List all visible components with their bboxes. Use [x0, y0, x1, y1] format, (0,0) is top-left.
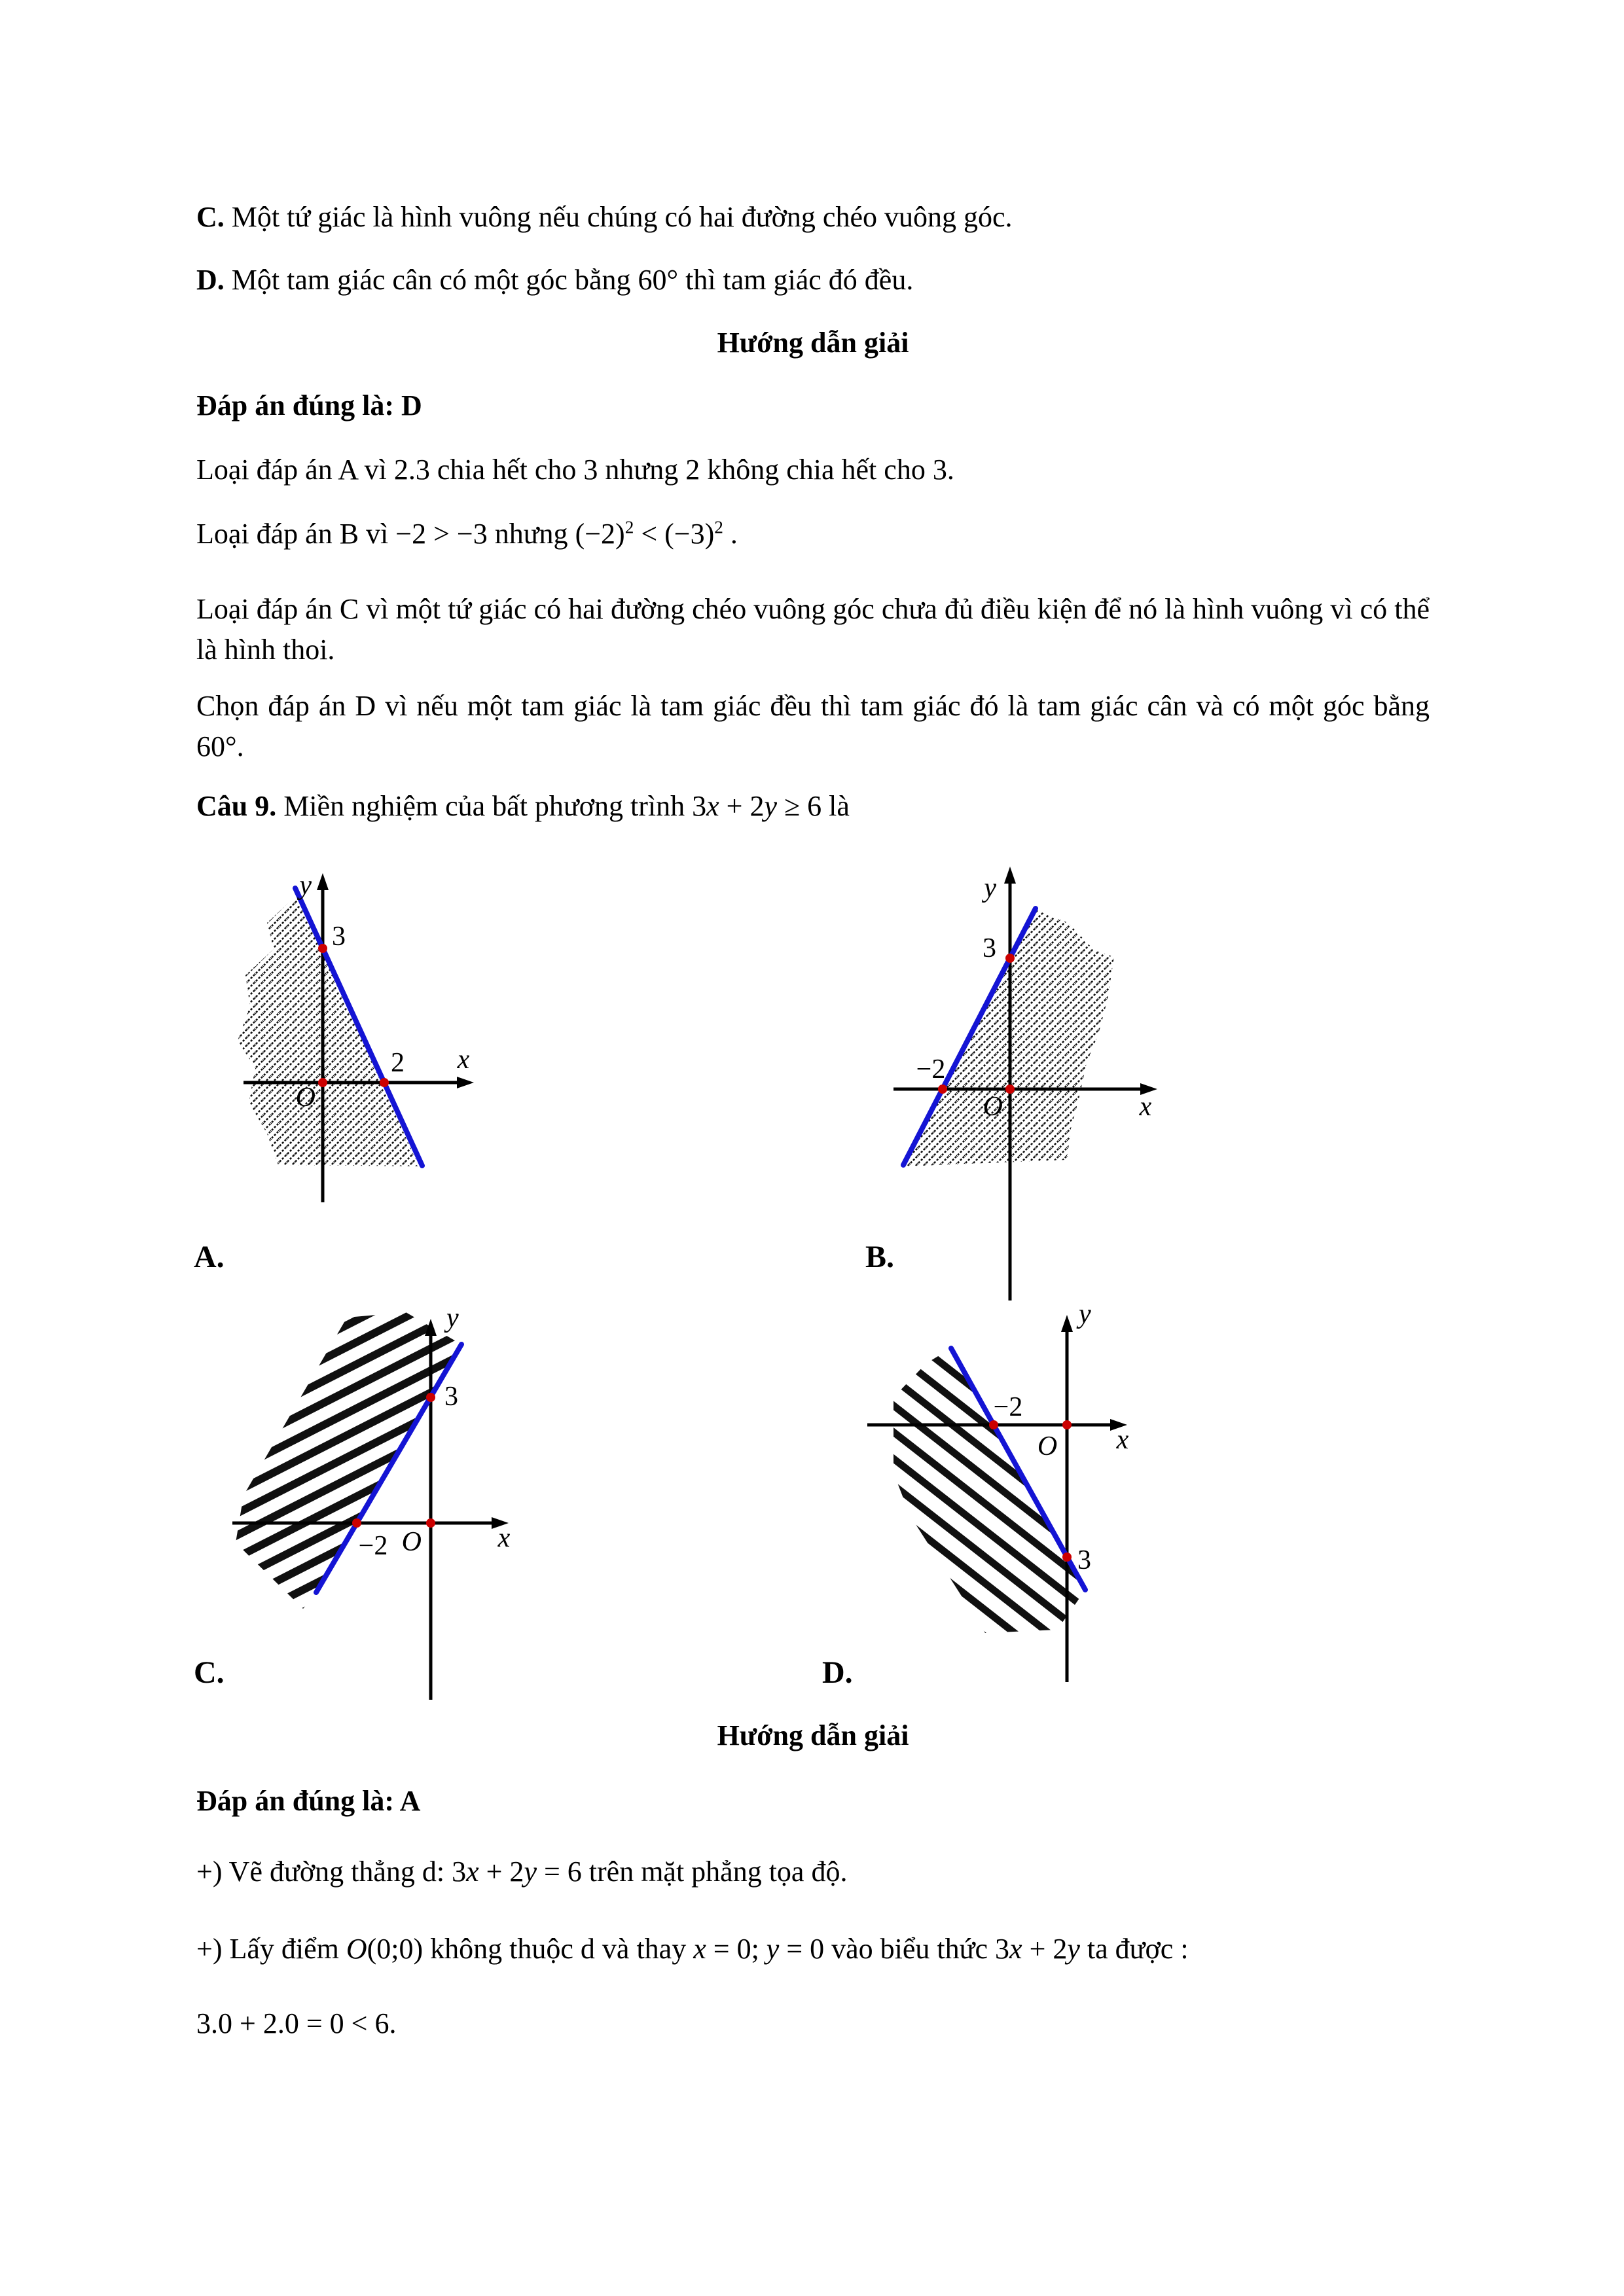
solution-step-3: 3.0 + 2.0 = 0 < 6.: [196, 2007, 397, 2039]
x-intercept-label: −2: [358, 1531, 388, 1561]
question-9-line: Câu 9. Miền nghiệm của bất phương trình 3x + 2y ≥ 6 là: [196, 790, 850, 822]
y-axis-arrowhead: [1004, 867, 1016, 884]
solution-step-1: +) Vẽ đường thẳng d: 3x + 2y = 6 trên mặt phẳng tọa độ.: [196, 1856, 848, 1888]
answer-line-1: Đáp án đúng là: D: [196, 389, 422, 422]
explain-a-line: Loại đáp án A vì 2.3 chia hết cho 3 nhưng 2 không chia hết cho 3.: [196, 454, 954, 486]
graph-a: [216, 872, 497, 1294]
figure-option-d: [831, 1299, 1172, 1695]
figure-option-a: [216, 872, 497, 1297]
x-axis-label: x: [1116, 1425, 1129, 1455]
x-axis-label: x: [457, 1045, 470, 1075]
shaded-region-c: [236, 1312, 461, 1609]
x-axis-label: x: [497, 1523, 511, 1553]
x-axis-arrowhead: [457, 1077, 474, 1088]
origin-dot: [426, 1518, 435, 1528]
option-b-label: B.: [865, 1240, 895, 1274]
y-axis-label: y: [1079, 1299, 1091, 1329]
y-intercept-label: 3: [983, 933, 996, 963]
origin-label: O: [401, 1527, 422, 1557]
y-axis-label: y: [299, 872, 312, 901]
y-axis-arrowhead: [1061, 1315, 1073, 1332]
y-crossing-dot: [1062, 1552, 1072, 1562]
x-intercept-dot: [938, 1085, 947, 1094]
y-intercept-dot: [426, 1393, 435, 1402]
origin-dot: [1005, 1085, 1015, 1094]
explain-d-paragraph: Chọn đáp án D vì nếu một tam giác là tam giác đều thì tam giác đó là tam giác cân và có một góc bằng 60°.: [196, 690, 1430, 763]
option-d-label: D.: [822, 1655, 853, 1690]
graph-b: [871, 865, 1185, 1310]
origin-label: O: [295, 1083, 316, 1113]
explain-b-line: Loại đáp án B vì −2 > −3 nhưng $(-2)^2 < (-3)^2$ .: [196, 517, 738, 550]
shaded-region-a: [238, 895, 419, 1166]
origin-label: O: [1037, 1431, 1058, 1462]
x-intercept-label: −2: [916, 1054, 946, 1085]
option-c-line: C. Một tứ giác là hình vuông nếu chúng có hai đường chéo vuông góc.: [196, 201, 1013, 233]
figure-option-b: [871, 865, 1185, 1314]
answer-line-2: Đáp án đúng là: A: [196, 1785, 421, 1817]
x-intercept-dot: [352, 1518, 361, 1528]
guide-heading-1: Hướng dẫn giải: [717, 327, 909, 359]
option-d-line: D. Một tam giác cân có một góc bằng 60° thì tam giác đó đều.: [196, 264, 914, 296]
shaded-region-d: [893, 1348, 1085, 1633]
origin-dot: [1062, 1420, 1072, 1429]
y-axis-label: y: [984, 873, 996, 903]
y-axis-label: y: [446, 1303, 459, 1333]
graph-c: [216, 1299, 583, 1708]
y-intercept-label: 3: [332, 922, 346, 952]
option-c-label: C.: [194, 1655, 225, 1690]
y-intercept-label: 3: [444, 1382, 458, 1412]
graph-d: [831, 1299, 1172, 1692]
option-a-label: A.: [194, 1240, 225, 1274]
explain-c-paragraph: Loại đáp án C vì một tứ giác có hai đường chéo vuông góc chưa đủ điều kiện để nó là hình vuông vì có thể là hình thoi.: [196, 593, 1430, 666]
figure-option-c: [216, 1299, 583, 1712]
x-axis-label: x: [1139, 1092, 1152, 1122]
guide-heading-2: Hướng dẫn giải: [717, 1719, 909, 1751]
origin-label: O: [983, 1092, 1003, 1122]
x-intercept-label: 2: [391, 1048, 405, 1078]
origin-dot: [318, 1078, 327, 1087]
y-crossing-label: 3: [1077, 1545, 1091, 1575]
y-intercept-dot: [318, 944, 327, 953]
x-intercept-dot: [380, 1078, 389, 1087]
y-axis-arrowhead: [317, 873, 329, 890]
y-intercept-dot: [1005, 954, 1015, 963]
solution-step-2: +) Lấy điểm O(0;0) không thuộc d và thay x = 0; y = 0 vào biểu thức 3x + 2y ta được :: [196, 1933, 1189, 1965]
x-intercept-label: −2: [993, 1392, 1023, 1422]
